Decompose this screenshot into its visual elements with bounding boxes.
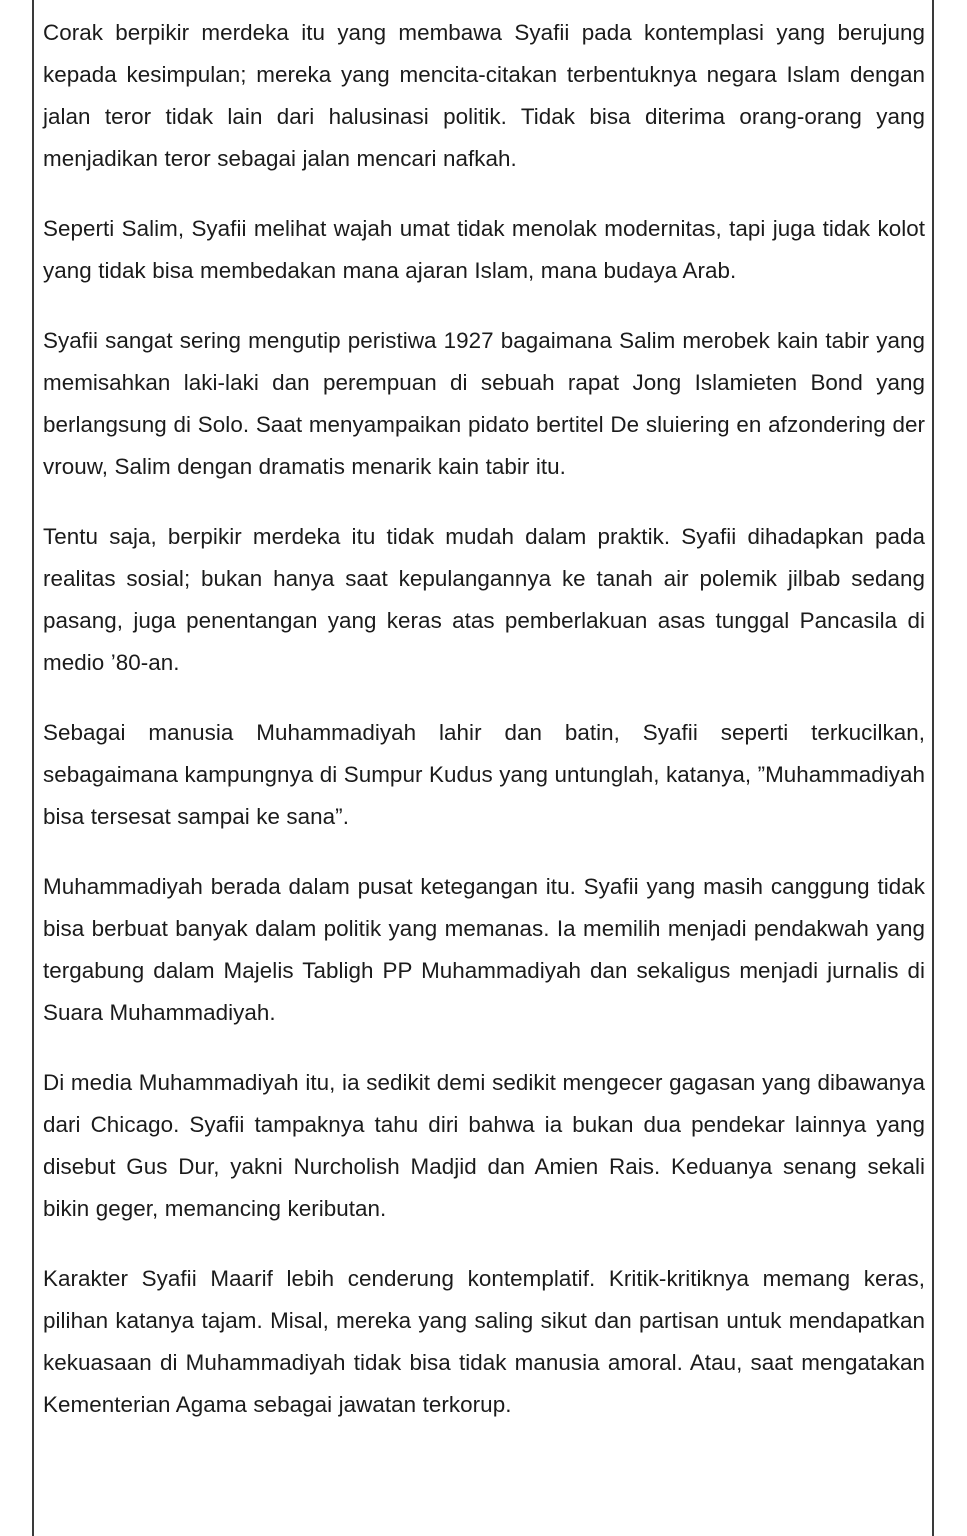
paragraph-7: Di media Muhammadiyah itu, ia sedikit demi sedikit mengecer gagasan yang dibawanya dari Chicago. Syafii tampaknya tahu diri bahwa ia bukan dua pendekar lainnya yang disebut Gus Dur, yakni Nurcholish Madjid dan Amien Rais. Keduanya senang sekali bikin geger, memancing keributan. <box>43 1070 925 1221</box>
body-text-column <box>43 0 925 1426</box>
paragraph-1: Corak berpikir merdeka itu yang membawa Syafii pada kontemplasi yang berujung kepada kesimpulan; mereka yang mencita-citakan terbentuknya negara Islam dengan jalan teror tidak lain dari halusinasi politik. Tidak bisa diterima orang-orang yang menjadikan teror sebagai jalan mencari nafkah. <box>43 20 925 171</box>
paragraph-2: Seperti Salim, Syafii melihat wajah umat tidak menolak modernitas, tapi juga tidak kolot yang tidak bisa membedakan mana ajaran Islam, mana budaya Arab. <box>43 216 925 283</box>
paragraph-3: Syafii sangat sering mengutip peristiwa 1927 bagaimana Salim merobek kain tabir yang memisahkan laki-laki dan perempuan di sebuah rapat Jong Islamieten Bond yang berlangsung di Solo. Saat menyampaikan pidato bertitel De sluiering en afzondering der vrouw, Salim dengan dramatis menarik kain tabir itu. <box>43 328 925 479</box>
left-margin-rule <box>32 0 34 1536</box>
paragraph-5: Sebagai manusia Muhammadiyah lahir dan batin, Syafii seperti terkucilkan, sebagaimana kampungnya di Sumpur Kudus yang untunglah, katanya, ”Muhammadiyah bisa tersesat sampai ke sana”. <box>43 720 925 829</box>
paragraph-8: Karakter Syafii Maarif lebih cenderung kontemplatif. Kritik-kritiknya memang keras, pilihan katanya tajam. Misal, mereka yang saling sikut dan partisan untuk mendapatkan kekuasaan di Muhammadiyah tidak bisa tidak manusia amoral. Atau, saat mengatakan Kementerian Agama sebagai jawatan terkorup. <box>43 1266 925 1417</box>
paragraph-6: Muhammadiyah berada dalam pusat ketegangan itu. Syafii yang masih canggung tidak bisa berbuat banyak dalam politik yang memanas. Ia memilih menjadi pendakwah yang tergabung dalam Majelis Tabligh PP Muhammadiyah dan sekaligus menjadi jurnalis di Suara Muhammadiyah. <box>43 874 925 1025</box>
right-margin-rule <box>932 0 934 1536</box>
paragraph-4: Tentu saja, berpikir merdeka itu tidak mudah dalam praktik. Syafii dihadapkan pada realitas sosial; bukan hanya saat kepulangannya ke tanah air polemik jilbab sedang pasang, juga penentangan yang keras atas pemberlakuan asas tunggal Pancasila di medio ’80-an. <box>43 524 925 675</box>
